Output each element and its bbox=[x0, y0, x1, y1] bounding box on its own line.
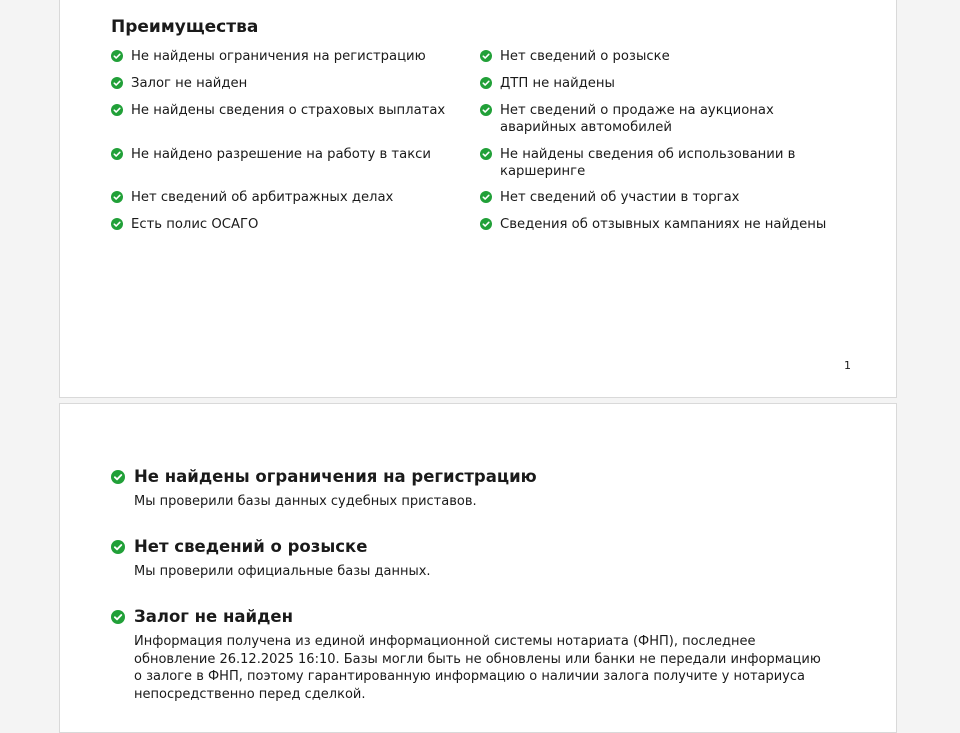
report-page-2 bbox=[59, 403, 897, 733]
detail-section bbox=[111, 467, 831, 511]
advantage-item bbox=[480, 189, 840, 206]
check-circle-icon bbox=[111, 540, 125, 554]
check-circle-icon bbox=[111, 50, 123, 62]
check-circle-icon bbox=[111, 470, 125, 484]
advantage-item bbox=[111, 102, 471, 119]
check-circle-icon bbox=[480, 77, 492, 89]
report-page-1 bbox=[59, 0, 897, 398]
page-number: 1 bbox=[844, 359, 851, 372]
check-circle-icon bbox=[480, 50, 492, 62]
check-circle-icon bbox=[111, 148, 123, 160]
check-circle-icon bbox=[480, 191, 492, 203]
check-circle-icon bbox=[480, 104, 492, 116]
detail-section-header bbox=[111, 607, 831, 627]
check-circle-icon bbox=[111, 191, 123, 203]
advantage-text: Есть полис ОСАГО bbox=[131, 217, 259, 232]
detail-section-header bbox=[111, 537, 831, 557]
advantage-text: Нет сведений об участии в торгах bbox=[500, 190, 740, 205]
advantage-item bbox=[111, 189, 471, 206]
advantage-item bbox=[480, 75, 840, 92]
advantage-text: Не найдены сведения о страховых выплатах bbox=[131, 103, 446, 118]
advantage-text: ДТП не найдены bbox=[500, 76, 615, 91]
advantage-text: Не найдено разрешение на работу в такси bbox=[131, 147, 431, 162]
advantage-item bbox=[480, 216, 840, 233]
detail-section-title: Не найдены ограничения на регистрацию bbox=[134, 467, 537, 486]
advantage-text: Залог не найден bbox=[131, 76, 248, 91]
check-circle-icon bbox=[111, 218, 123, 230]
detail-section-text: Мы проверили базы данных судебных приставов. bbox=[134, 494, 477, 509]
detail-section-title: Нет сведений о розыске bbox=[134, 537, 368, 556]
advantage-item bbox=[480, 146, 840, 180]
advantage-item bbox=[111, 146, 471, 163]
advantage-item bbox=[111, 216, 471, 233]
advantage-text: Не найдены сведения об использовании в каршеринге bbox=[500, 147, 796, 179]
check-circle-icon bbox=[111, 610, 125, 624]
advantage-text: Нет сведений о розыске bbox=[500, 49, 670, 64]
advantage-item bbox=[480, 48, 840, 65]
advantages-title: Преимущества bbox=[111, 17, 259, 37]
check-circle-icon bbox=[480, 148, 492, 160]
detail-section-header bbox=[111, 467, 831, 487]
detail-section-text: Информация получена из единой информационной системы нотариата (ФНП), последнее обновление 26.12.2025 16:10. Базы могли быть не обновлены или банки не передали информацию о залоге в ФНП, поэтому гарантированную информацию о наличии залога получите у нотариуса непосредственно перед сделкой. bbox=[134, 634, 821, 703]
advantage-text: Сведения об отзывных кампаниях не найдены bbox=[500, 217, 827, 232]
detail-section bbox=[111, 537, 831, 581]
advantage-item bbox=[111, 48, 471, 65]
detail-section-title: Залог не найден bbox=[134, 607, 293, 626]
advantage-item bbox=[480, 102, 840, 136]
check-circle-icon bbox=[111, 104, 123, 116]
check-circle-icon bbox=[111, 77, 123, 89]
detail-section-text: Мы проверили официальные базы данных. bbox=[134, 564, 431, 579]
advantage-text: Нет сведений об арбитражных делах bbox=[131, 190, 394, 205]
advantage-text: Не найдены ограничения на регистрацию bbox=[131, 49, 426, 64]
advantage-item bbox=[111, 75, 471, 92]
detail-section bbox=[111, 607, 831, 704]
advantage-text: Нет сведений о продаже на аукционах аварийных автомобилей bbox=[500, 103, 774, 135]
check-circle-icon bbox=[480, 218, 492, 230]
